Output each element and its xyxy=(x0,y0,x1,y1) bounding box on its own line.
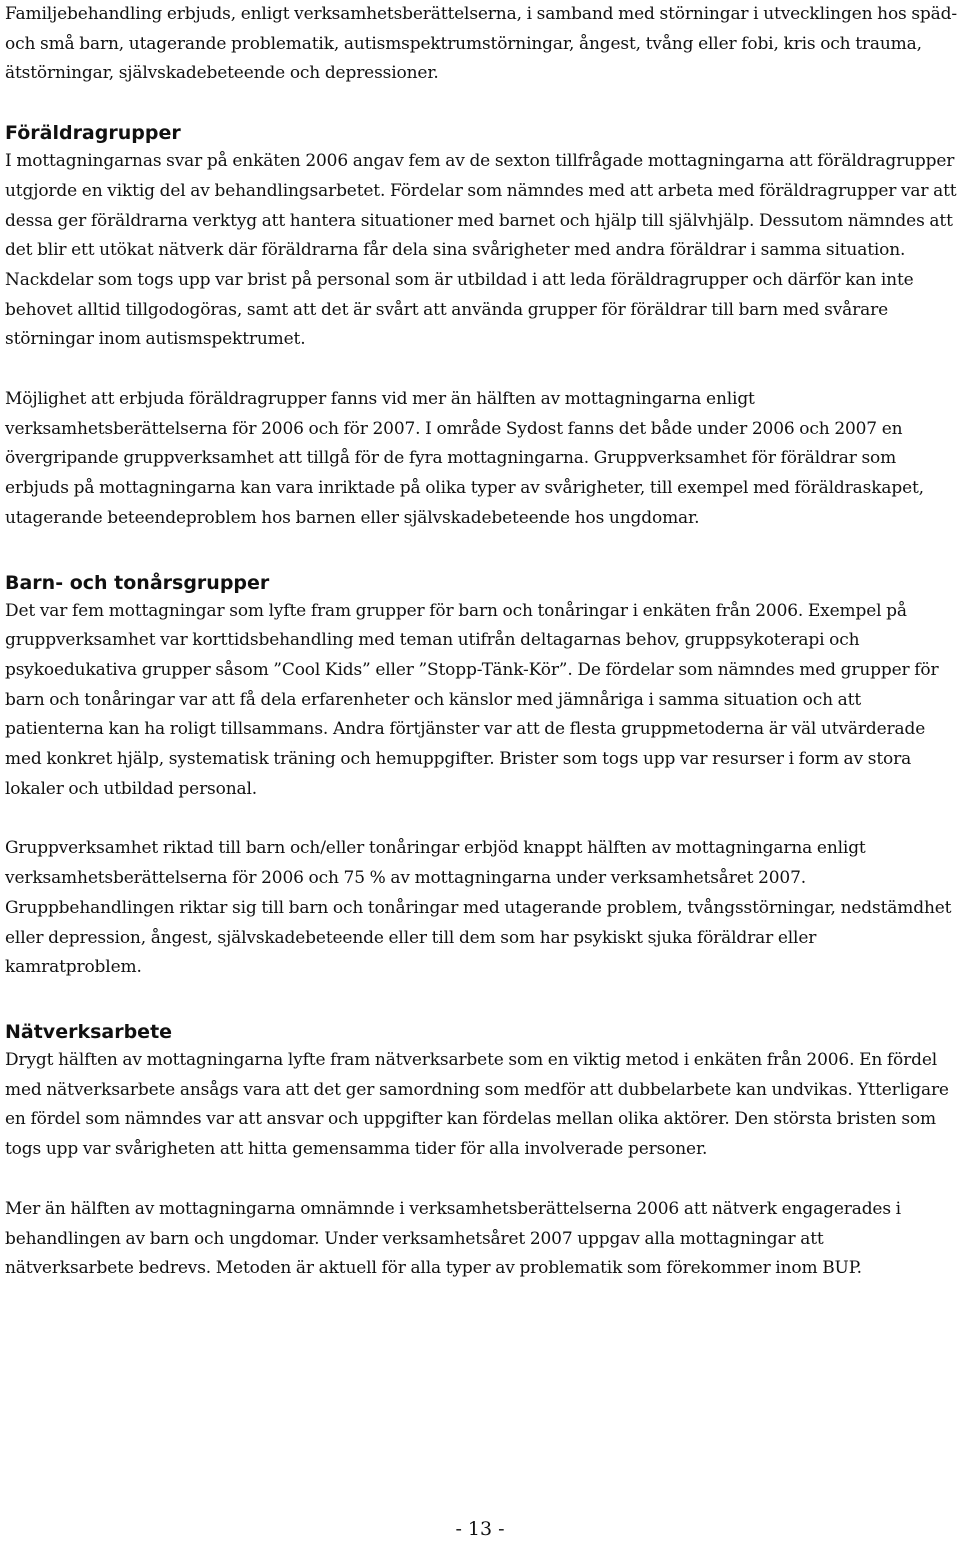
paragraph-foraldragrupper-2: Möjlighet att erbjuda föräldragrupper fanns vid mer än hälften av mottagningarna enligt verksamhetsberättelserna för 2006 och för 2007. I område Sydost fanns det både under 2006 och 2007 en övergripande gruppverksamhet att tillgå för de fyra mottagningarna. Gruppverksamhet för föräldrar som erbjuds på mottagningarna kan vara inriktade på olika typer av svårigheter, till exempel med föräldraskapet, utagerande beteendeproblem hos barnen eller självskadebeteende hos ungdomar. xyxy=(5,389,924,528)
paragraph-barn-1: Det var fem mottagningar som lyfte fram grupper för barn och tonåringar i enkäten från 2006. Exempel på gruppverksamhet var korttidsbehandling med teman utifrån deltagarnas behov, gruppsykoterapi och psykoedukativa grupper såsom ”Cool Kids” eller ”Stopp-Tänk-Kör”. De fördelar som nämndes med grupper för barn och tonåringar var att få dela erfarenheter och känslor med jämnåriga i samma situation och att patienterna kan ha roligt tillsammans. Andra förtjänster var att de flesta gruppmetoderna är väl utvärderade med konkret hjälp, systematisk träning och hemuppgifter. Brister som togs upp var resurser i form av stora lokaler och utbildad personal. xyxy=(5,600,939,799)
paragraph-barn-2: Gruppverksamhet riktad till barn och/eller tonåringar erbjöd knappt hälften av mottagningarna enligt verksamhetsberättelserna för 2006 och 75 % av mottagningarna under verksamhetsåret 2007. Gruppbehandlingen riktar sig till barn och tonåringar med utagerande problem, tvångsstörningar, nedstämdhet eller depression, ångest, självskadebeteende eller till dem som har psykiskt sjuka föräldrar eller kamratproblem. xyxy=(5,838,952,978)
section-heading-natverksarbete: Nätverksarbete xyxy=(5,1020,173,1043)
document-page xyxy=(5,0,957,1284)
paragraph-foraldragrupper-1: I mottagningarnas svar på enkäten 2006 angav fem av de sexton tillfrågade mottagningarna att föräldragrupper utgjorde en viktig del av behandlingsarbetet. Fördelar som nämndes med att arbeta med föräldragrupper var att dessa ger föräldrarna verktyg att hantera situationer med barnet och hjälp till självhjälp. Dessutom nämndes att det blir ett utökat nätverk där föräldrarna får dela sina svårigheter med andra föräldrar i samma situation. Nackdelar som togs upp var brist på personal som är utbildad i att leda föräldragrupper och därför kan inte behovet alltid tillgodogöras, samt att det är svårt att använda grupper för föräldrar till barn med svårare störningar inom autismspektrumet. xyxy=(5,151,957,350)
paragraph-natverk-2: Mer än hälften av mottagningarna omnämnde i verksamhetsberättelserna 2006 att nätverk engagerades i behandlingen av barn och ungdomar. Under verksamhetsåret 2007 uppgav alla mottagningar att nätverksarbete bedrevs. Metoden är aktuell för alla typer av problematik som förekommer inom BUP. xyxy=(5,1198,901,1279)
section-heading-foraldragrupper: Föräldragrupper xyxy=(5,122,181,145)
page-number: - 13 - xyxy=(455,1518,505,1540)
section-heading-barn-tonarsgrupper: Barn- och tonårsgrupper xyxy=(5,571,270,594)
intro-paragraph: Familjebehandling erbjuds, enligt verksamhetsberättelserna, i samband med störningar i utvecklingen hos späd- och små barn, utagerande problematik, autismspektrumstörningar, ångest, tvång eller fobi, kris och trauma, ätstörningar, självskadebeteende och depressioner. xyxy=(5,4,957,84)
paragraph-natverk-1: Drygt hälften av mottagningarna lyfte fram nätverksarbete som en viktig metod i enkäten från 2006. En fördel med nätverksarbete ansågs vara att det ger samordning som medför att dubbelarbete kan undvikas. Ytterligare en fördel som nämndes var att ansvar och uppgifter kan fördelas mellan olika aktörer. Den största bristen som togs upp var svårigheten att hitta gemensamma tider för alla involverade personer. xyxy=(5,1049,949,1160)
